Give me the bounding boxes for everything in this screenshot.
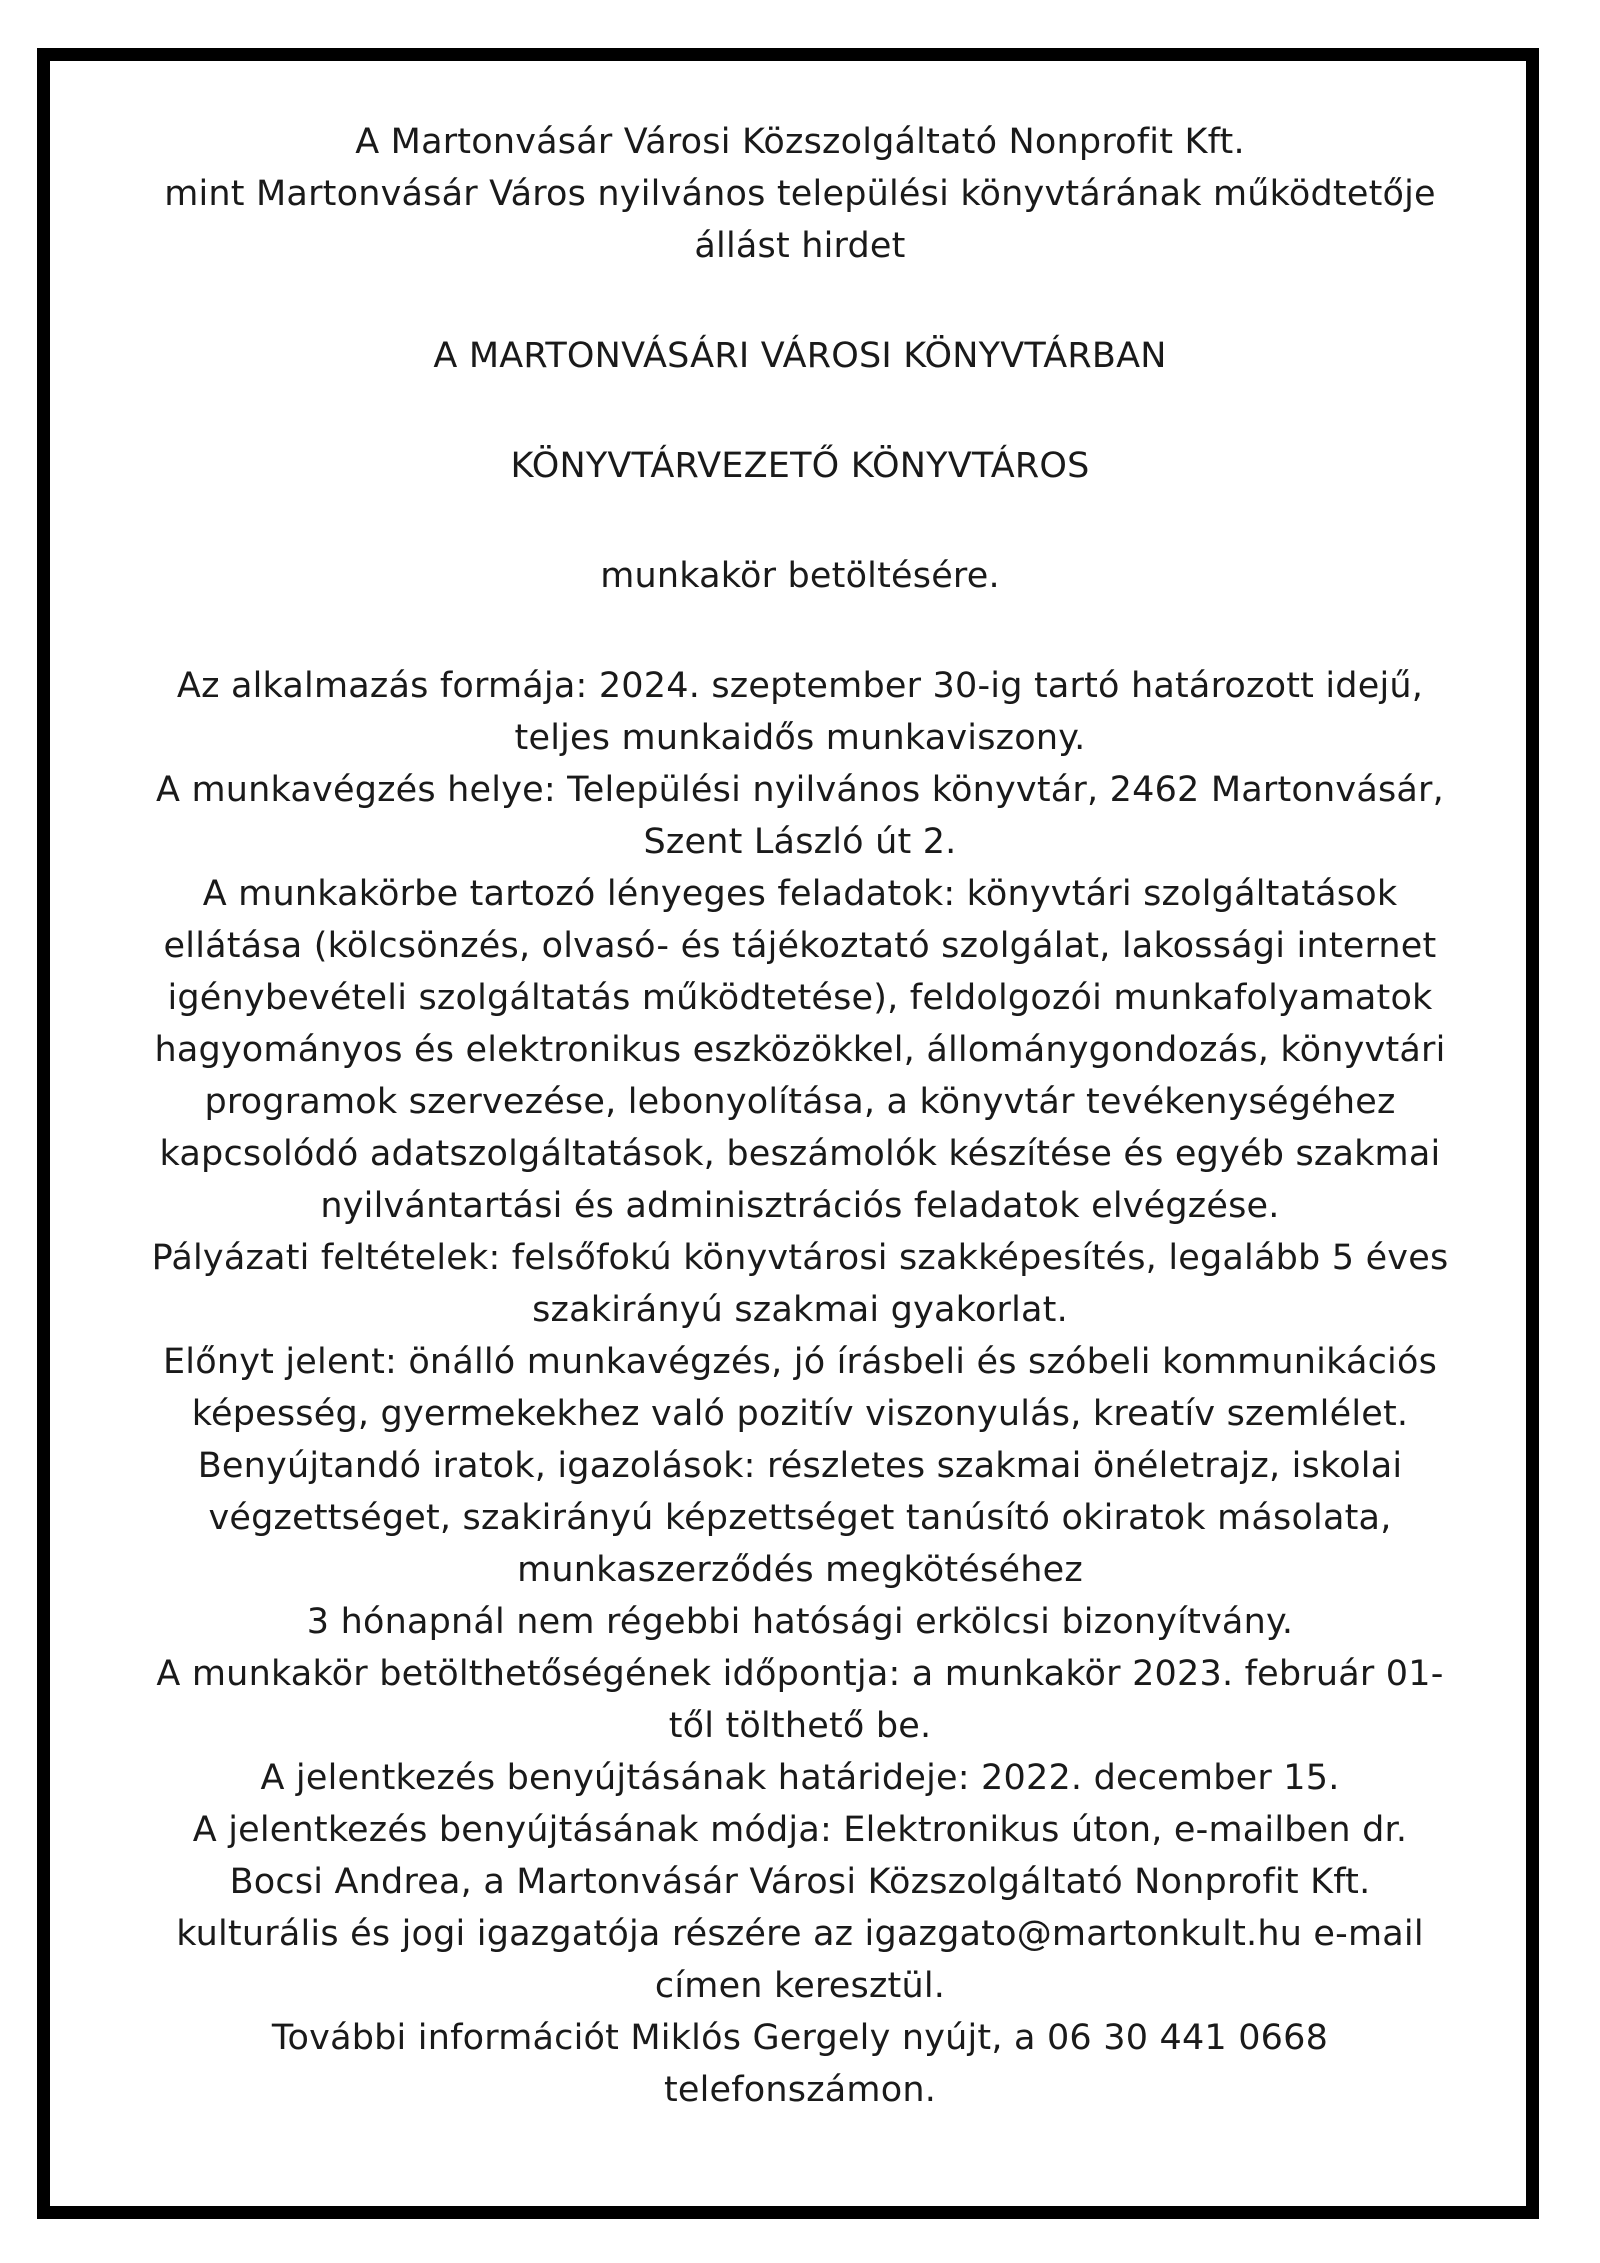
header-line: mint Martonvásár Város nyilvános települési könyvtárának működtetője [164, 174, 1436, 214]
body-line: munkaszerződés megkötéséhez [517, 1550, 1083, 1590]
body-line: A munkavégzés helye: Települési nyilvános könyvtár, 2462 Martonvásár, [156, 770, 1444, 810]
body-line: teljes munkaidős munkaviszony. [514, 718, 1086, 758]
spacer [90, 492, 1510, 550]
body-line: A jelentkezés benyújtásának módja: Elektronikus úton, e-mailben dr. [192, 1810, 1408, 1850]
body-line: A jelentkezés benyújtásának határideje: 2022. december 15. [260, 1758, 1340, 1798]
body-line: képesség, gyermekekhez való pozitív viszonyulás, kreatív szemlélet. [191, 1394, 1409, 1434]
spacer [90, 272, 1510, 330]
header-line: állást hirdet [694, 226, 906, 266]
body-line: 3 hónapnál nem régebbi hatósági erkölcsi bizonyítvány. [306, 1602, 1294, 1642]
body-line: Szent László út 2. [643, 822, 957, 862]
purpose-line: munkakör betöltésére. [600, 556, 1000, 596]
body-line: igénybevételi szolgáltatás működtetése), feldolgozói munkafolyamatok [167, 978, 1433, 1018]
body-line: nyilvántartási és adminisztrációs feladatok elvégzése. [320, 1186, 1280, 1226]
body-line: A munkakör betölthetőségének időpontja: a munkakör 2023. február 01- [156, 1654, 1444, 1694]
spacer [90, 382, 1510, 440]
job-posting [90, 116, 1510, 2116]
spacer [90, 602, 1510, 660]
body-line: címen keresztül. [654, 1966, 946, 2006]
body-line: Bocsi Andrea, a Martonvásár Városi Közszolgáltató Nonprofit Kft. [229, 1862, 1371, 1902]
body-line: Az alkalmazás formája: 2024. szeptember 30-ig tartó határozott idejű, [176, 666, 1424, 706]
position-heading: KÖNYVTÁRVEZETŐ KÖNYVTÁROS [510, 446, 1090, 486]
body-line: től tölthető be. [668, 1706, 932, 1746]
body-line: Előnyt jelent: önálló munkavégzés, jó írásbeli és szóbeli kommunikációs [162, 1342, 1438, 1382]
body-line: Benyújtandó iratok, igazolások: részletes szakmai önéletrajz, iskolai [197, 1446, 1403, 1486]
body-line: ellátása (kölcsönzés, olvasó- és tájékoztató szolgálat, lakossági internet [163, 926, 1437, 966]
body-line: Pályázati feltételek: felsőfokú könyvtárosi szakképesítés, legalább 5 éves [151, 1238, 1449, 1278]
body-line: A munkakörbe tartozó lényeges feladatok: könyvtári szolgáltatások [202, 874, 1398, 914]
header-line: A Martonvásár Városi Közszolgáltató Nonprofit Kft. [355, 122, 1245, 162]
body-line: végzettséget, szakirányú képzettséget tanúsító okiratok másolata, [208, 1498, 1392, 1538]
body-line: kulturális és jogi igazgatója részére az igazgato@martonkult.hu e-mail [176, 1914, 1424, 1954]
body-line: programok szervezése, lebonyolítása, a könyvtár tevékenységéhez [204, 1082, 1396, 1122]
body-line: szakirányú szakmai gyakorlat. [532, 1290, 1068, 1330]
body-line: hagyományos és elektronikus eszközökkel, állománygondozás, könyvtári [154, 1030, 1446, 1070]
body-line: kapcsolódó adatszolgáltatások, beszámolók készítése és egyéb szakmai [159, 1134, 1441, 1174]
body-line: telefonszámon. [663, 2070, 937, 2110]
location-heading: A MARTONVÁSÁRI VÁROSI KÖNYVTÁRBAN [433, 336, 1167, 376]
body-line: További információt Miklós Gergely nyújt, a 06 30 441 0668 [271, 2018, 1329, 2058]
